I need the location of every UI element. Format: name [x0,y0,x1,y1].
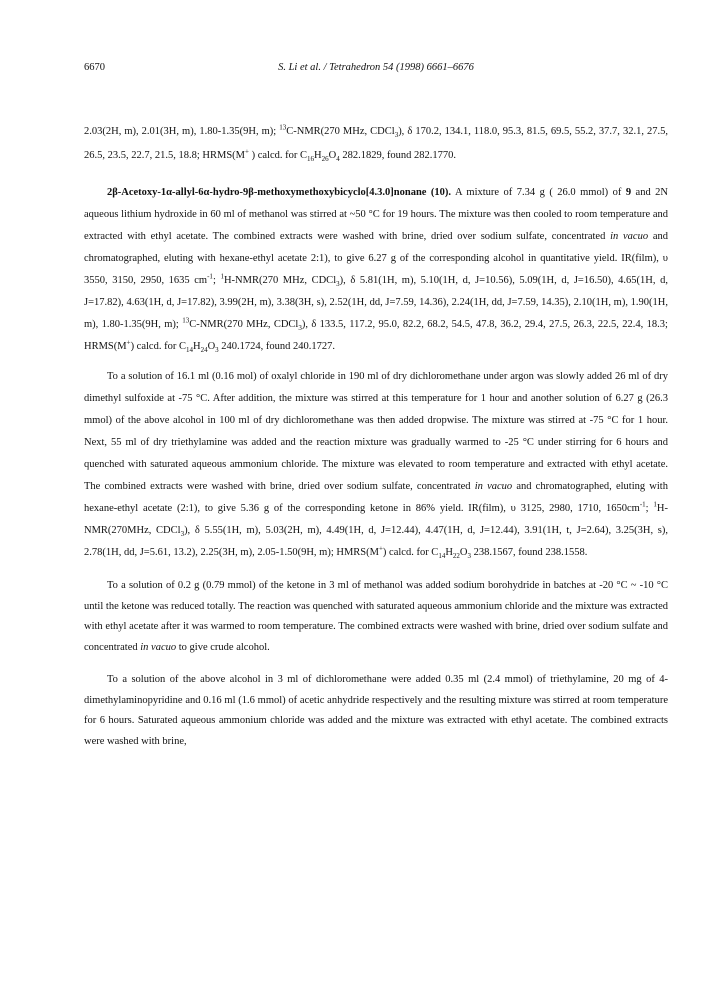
paragraph-acetylation: To a solution of the above alcohol in 3 ml of dichloromethane were added 0.35 ml (2.4 mmol) of triethylamine, 20 mg of 4-dimethylaminopyridine and 0.16 ml (1.6 mmol) of acetic anhydride respectively and the resulting mixture was stirred at room temperature for 6 hours. Saturated aqueous ammonium chloride was added and the mixture was extracted with ethyl acetate. The combined extracts were washed with brine, [84,674,668,747]
paragraph-swern-oxidation: To a solution of 16.1 ml (0.16 mol) of oxalyl chloride in 190 ml of dry dichloromethane under argon was slowly added 26 ml of dry dimethyl sulfoxide at -75 °C. After addition, the mixture was stirred at this temperature for 1 hour and another solution of 6.27 g (26.3 mmol) of the above alcohol in 100 ml of dry dichloromethane was then added dropwise. The mixture was stirred at -75 °C for 1 hour. Next, 55 ml of dry triethylamine was added and the reaction mixture was gradually warmed to -25 °C under stirring for 6 hours and quenched with saturated aqueous ammonium chloride. The mixture was elevated to room temperature and extracted with ethyl acetate. The combined extracts were washed with brine, dried over sodium sulfate, concentrated in vacuo and chromatographed, eluting with hexane-ethyl acetate (2:1), to give 5.36 g of the corresponding ketone in 86% yield. IR(film), υ 3125, 2980, 1710, $1650cm^{-1}$; $^1$H-NMR(270MHz, CDCl$_3$), δ 5.55(1H, m), 5.03(2H, m), 4.49(1H, d, J=12.44), 4.47(1H, d, J=12.44), 3.91(1H, t, J=2.64), 3.25(3H, s), 2.78(1H, dd, J=5.61, 13.2), 2.25(3H, m), 2.05-1.50(9H, m); HMRS(M+) calcd. for $C_{14}H_{22}O_3$ 238.1567, found 238.1558. [84,371,668,561]
page-header [84,62,668,78]
compound-ref: 9 [625,187,632,198]
paragraph-compound-10: 2β-Acetoxy-1α-allyl-6α-hydro-9β-methoxymethoxybicyclo[4.3.0]nonane (10). A mixture of 7.34 g ( 26.0 mmol) of 9 and 2N aqueous lithium hydroxide in 60 ml of methanol was stirred at ~50 °C for 19 hours. The mixture was then cooled to room temperature and extracted with ethyl acetate. The combined extracts were washed with brine, dried over sodium sulfate, concentrated in vacuo and chromatographed, eluting with hexane-ethyl acetate 2:1), to give 6.27 g of the corresponding alcohol in quantitative yield. IR(film), υ 3550, 3150, 2950, 1635 $cm^{-1}$; $^1$H-NMR(270 MHz, CDCl$_3$), δ 5.81(1H, m), 5.10(1H, d, J=10.56), 5.09(1H, d, J=16.50), 4.65(1H, d, J=17.82), 4.63(1H, d, J=17.82), 3.99(2H, m), 3.38(3H, s), 2.52(1H, dd, J=7.59, 14.36), 2.24(1H, dd, J=7.59, 14.35), 2.10(1H, m), 1.90(1H, m), 1.80-1.35(9H, m); $^{13}$C-NMR(270 MHz, CDCl$_3$), δ 133.5, 117.2, 95.0, 82.2, 68.2, 54.5, 47.8, 36.2, 29.4, 27.5, 26.3, 22.5, 22.4, 18.3; HRMS(M+) calcd. for $C_{14}H_{24}O_3$ 240.1724, found 240.1727. [84,187,668,355]
paragraph-reduction: To a solution of 0.2 g (0.79 mmol) of the ketone in 3 ml of methanol was added sodium borohydride in batches at -20 °C ~ -10 °C until the ketone was reduced totally. The reaction was quenched with saturated aqueous ammonium chloride and the mixture was extracted with ethyl acetate after it was warmed to room temperature. The combined extracts were washed with brine, dried over sodium sulfate and concentrated in vacuo to give crude alcohol. [84,580,668,653]
paragraph-nmr-continuation: 2.03(2H, m), 2.01(3H, m), 1.80-1.35(9H, m); $^{13}$C-NMR(270 MHz, CDCl$_3$), δ 170.2, 134.1, 118.0, 95.3, 81.5, 69.5, 55.2, 37.7, 32.1, 27.5, 26.5, 23.5, 22.7, 21.5, 18.8; HRMS(M+ ) calcd. for $C_{16}H_{26}O_4$ 282.1829, found 282.1770. [84,123,668,164]
compound-title: 2β-Acetoxy-1α-allyl-6α-hydro-9β-methoxymethoxybicyclo[4.3.0]nonane (10). [107,187,452,198]
article-body [84,120,668,752]
running-head: S. Li et al. / Tetrahedron 54 (1998) 6661–6676 [278,62,474,73]
page-number: 6670 [84,62,105,73]
